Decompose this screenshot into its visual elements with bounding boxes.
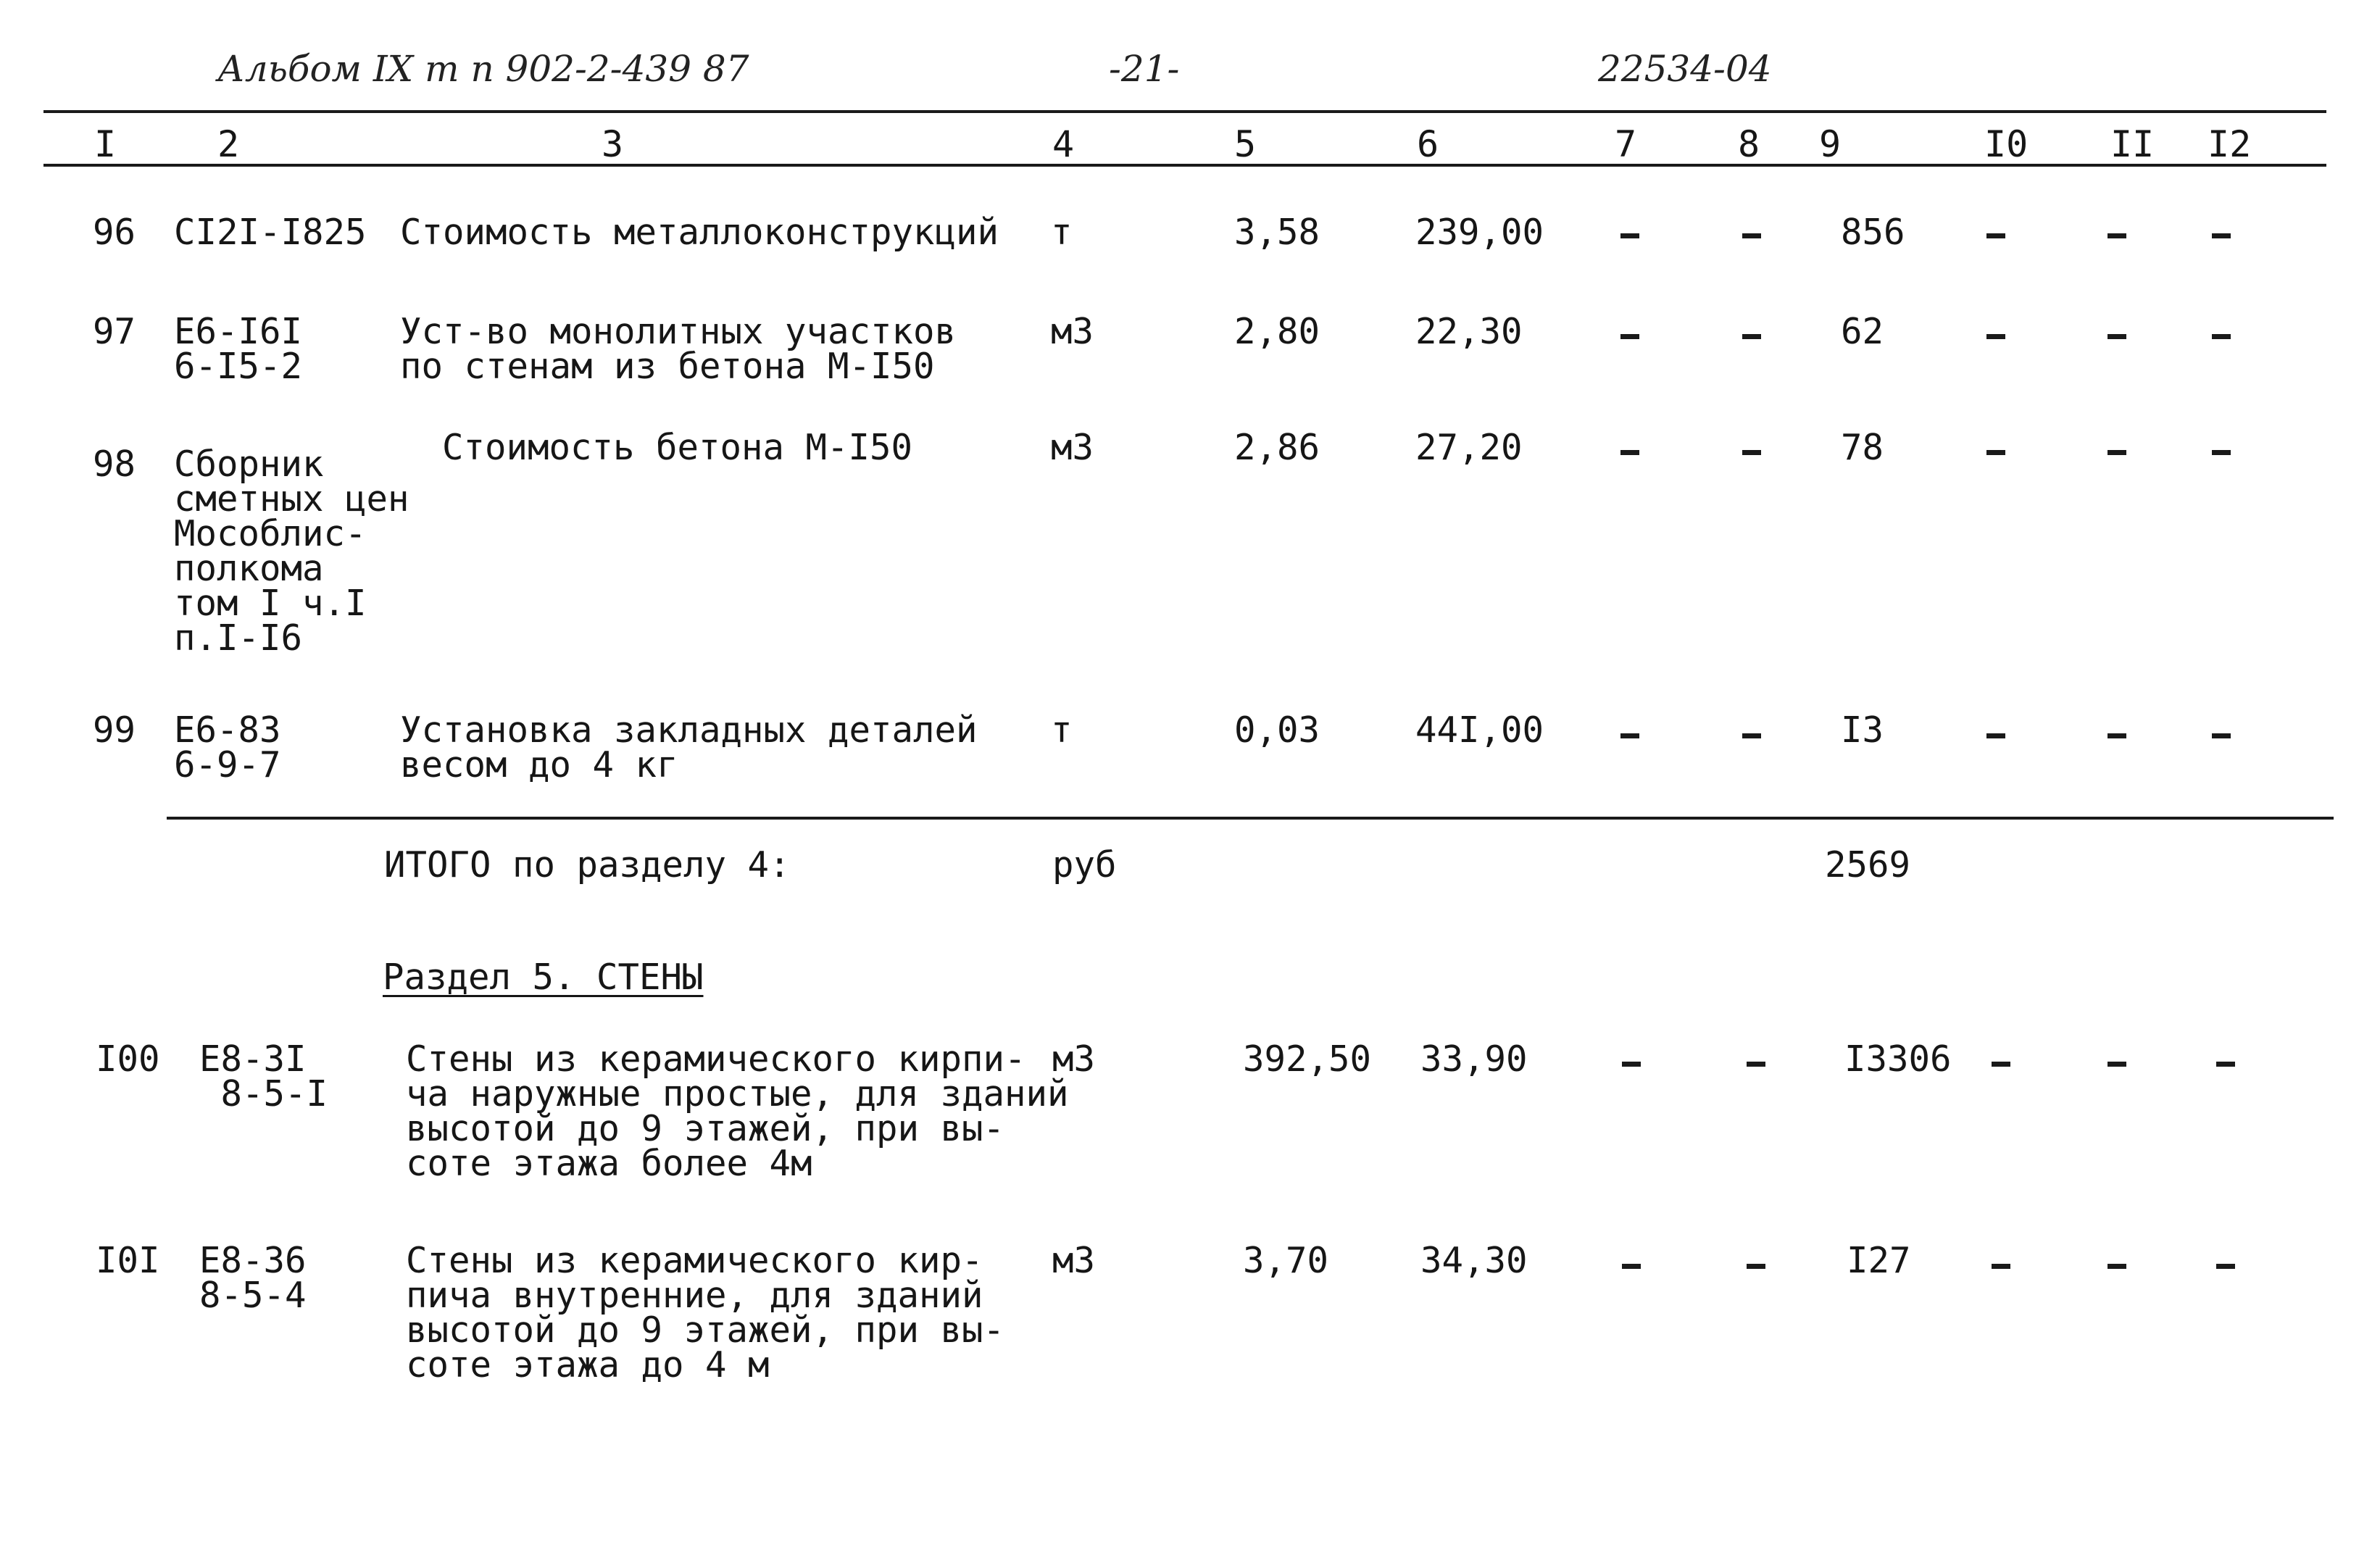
empty-cell-dash (2212, 450, 2231, 455)
column-number-6: 6 (1417, 123, 1439, 165)
column-number-12: I2 (2208, 123, 2252, 165)
empty-cell-dash (2216, 1264, 2235, 1269)
column-number-7: 7 (1615, 123, 1637, 165)
row-code: Сборник сметных цен Мособлис- полкома том I ч.I п.I-I6 (174, 443, 409, 659)
empty-cell-dash (1742, 233, 1761, 238)
row-number: I00 (96, 1038, 160, 1080)
row-quantity: 3,58 (1234, 212, 1320, 253)
empty-cell-dash (2216, 1062, 2235, 1067)
empty-cell-dash (1620, 233, 1639, 238)
album-reference: Альбом IX т п 902-2-439 87 (217, 48, 749, 90)
row-quantity: 392,50 (1243, 1038, 1372, 1080)
subtotal-rule (167, 817, 2334, 820)
subtotal-unit: руб (1052, 844, 1117, 886)
empty-cell-dash (1742, 334, 1761, 339)
row-code: CI2I-I825 (174, 212, 367, 253)
row-unit: м3 (1051, 427, 1094, 468)
row-price: 239,00 (1415, 212, 1544, 253)
row-unit: м3 (1052, 1240, 1096, 1281)
empty-cell-dash (1622, 1062, 1641, 1067)
row-unit: м3 (1052, 1038, 1096, 1080)
column-number-3: 3 (602, 123, 624, 165)
row-price: 33,90 (1420, 1038, 1528, 1080)
column-number-2: 2 (217, 123, 240, 165)
row-name: Стены из керамического кир- пича внутренние, для зданий высотой до 9 этажей, при вы- соте этажа до 4 м (406, 1240, 1005, 1386)
row-number: I0I (96, 1240, 160, 1281)
column-number-8: 8 (1738, 123, 1760, 165)
row-total: 62 (1841, 311, 1884, 352)
row-number: 97 (93, 311, 136, 352)
row-number: 98 (93, 443, 136, 485)
empty-cell-dash (2108, 450, 2126, 455)
subtotal-total: 2569 (1825, 844, 1911, 886)
empty-cell-dash (1620, 733, 1639, 738)
row-name: Уст-во монолитных участков по стенам из бетона М-I50 (400, 311, 957, 387)
row-number: 96 (93, 212, 136, 253)
column-number-5: 5 (1234, 123, 1257, 165)
row-total: 78 (1841, 427, 1884, 468)
empty-cell-dash (2108, 1264, 2126, 1269)
row-quantity: 2,80 (1234, 311, 1320, 352)
row-code: E8-36 8-5-4 (199, 1240, 307, 1316)
empty-cell-dash (1620, 334, 1639, 339)
empty-cell-dash (1747, 1062, 1765, 1067)
page-number: -21- (1109, 48, 1180, 90)
empty-cell-dash (2212, 733, 2231, 738)
row-quantity: 2,86 (1234, 427, 1320, 468)
empty-cell-dash (1992, 1264, 2010, 1269)
row-unit: т (1051, 212, 1073, 253)
section-title: Раздел 5. СТЕНЫ (383, 957, 704, 998)
empty-cell-dash (1986, 334, 2005, 339)
row-number: 99 (93, 709, 136, 751)
column-number-11: II (2110, 123, 2155, 165)
empty-cell-dash (1620, 450, 1639, 455)
subtotal-label: ИТОГО по разделу 4: (384, 844, 791, 886)
empty-cell-dash (1986, 733, 2005, 738)
row-total: 856 (1841, 212, 1905, 253)
empty-cell-dash (1747, 1264, 1765, 1269)
empty-cell-dash (2108, 334, 2126, 339)
empty-cell-dash (1622, 1264, 1641, 1269)
empty-cell-dash (2108, 733, 2126, 738)
row-total: I3 (1841, 709, 1884, 751)
empty-cell-dash (1986, 233, 2005, 238)
empty-cell-dash (1992, 1062, 2010, 1067)
header-rule-top (43, 110, 2326, 113)
row-total: I3306 (1844, 1038, 1952, 1080)
row-code: E6-I6I 6-I5-2 (174, 311, 303, 387)
empty-cell-dash (2212, 233, 2231, 238)
empty-cell-dash (1986, 450, 2005, 455)
empty-cell-dash (2108, 233, 2126, 238)
row-unit: м3 (1051, 311, 1094, 352)
column-number-10: I0 (1984, 123, 2029, 165)
row-price: 34,30 (1420, 1240, 1528, 1281)
column-number-9: 9 (1819, 123, 1842, 165)
row-code: E6-83 6-9-7 (174, 709, 281, 786)
empty-cell-dash (2108, 1062, 2126, 1067)
row-name: Установка закладных деталей весом до 4 кг (400, 709, 978, 786)
column-number-4: 4 (1052, 123, 1075, 165)
empty-cell-dash (1742, 733, 1761, 738)
row-total: I27 (1847, 1240, 1911, 1281)
row-price: 27,20 (1415, 427, 1523, 468)
column-number-1: I (94, 123, 117, 165)
row-unit: т (1051, 709, 1073, 751)
row-price: 44I,00 (1415, 709, 1544, 751)
row-quantity: 3,70 (1243, 1240, 1329, 1281)
row-price: 22,30 (1415, 311, 1523, 352)
row-name: Стоимость металлоконструкций (400, 212, 999, 253)
row-name: Стены из керамического кирпи- ча наружные простые, для зданий высотой до 9 этажей, при вы- соте этажа более 4м (406, 1038, 1069, 1184)
empty-cell-dash (1742, 450, 1761, 455)
row-name: Стоимость бетона М-I50 (442, 427, 913, 468)
document-code: 22534-04 (1598, 48, 1772, 90)
row-code: E8-3I 8-5-I (199, 1038, 328, 1115)
empty-cell-dash (2212, 334, 2231, 339)
row-quantity: 0,03 (1234, 709, 1320, 751)
